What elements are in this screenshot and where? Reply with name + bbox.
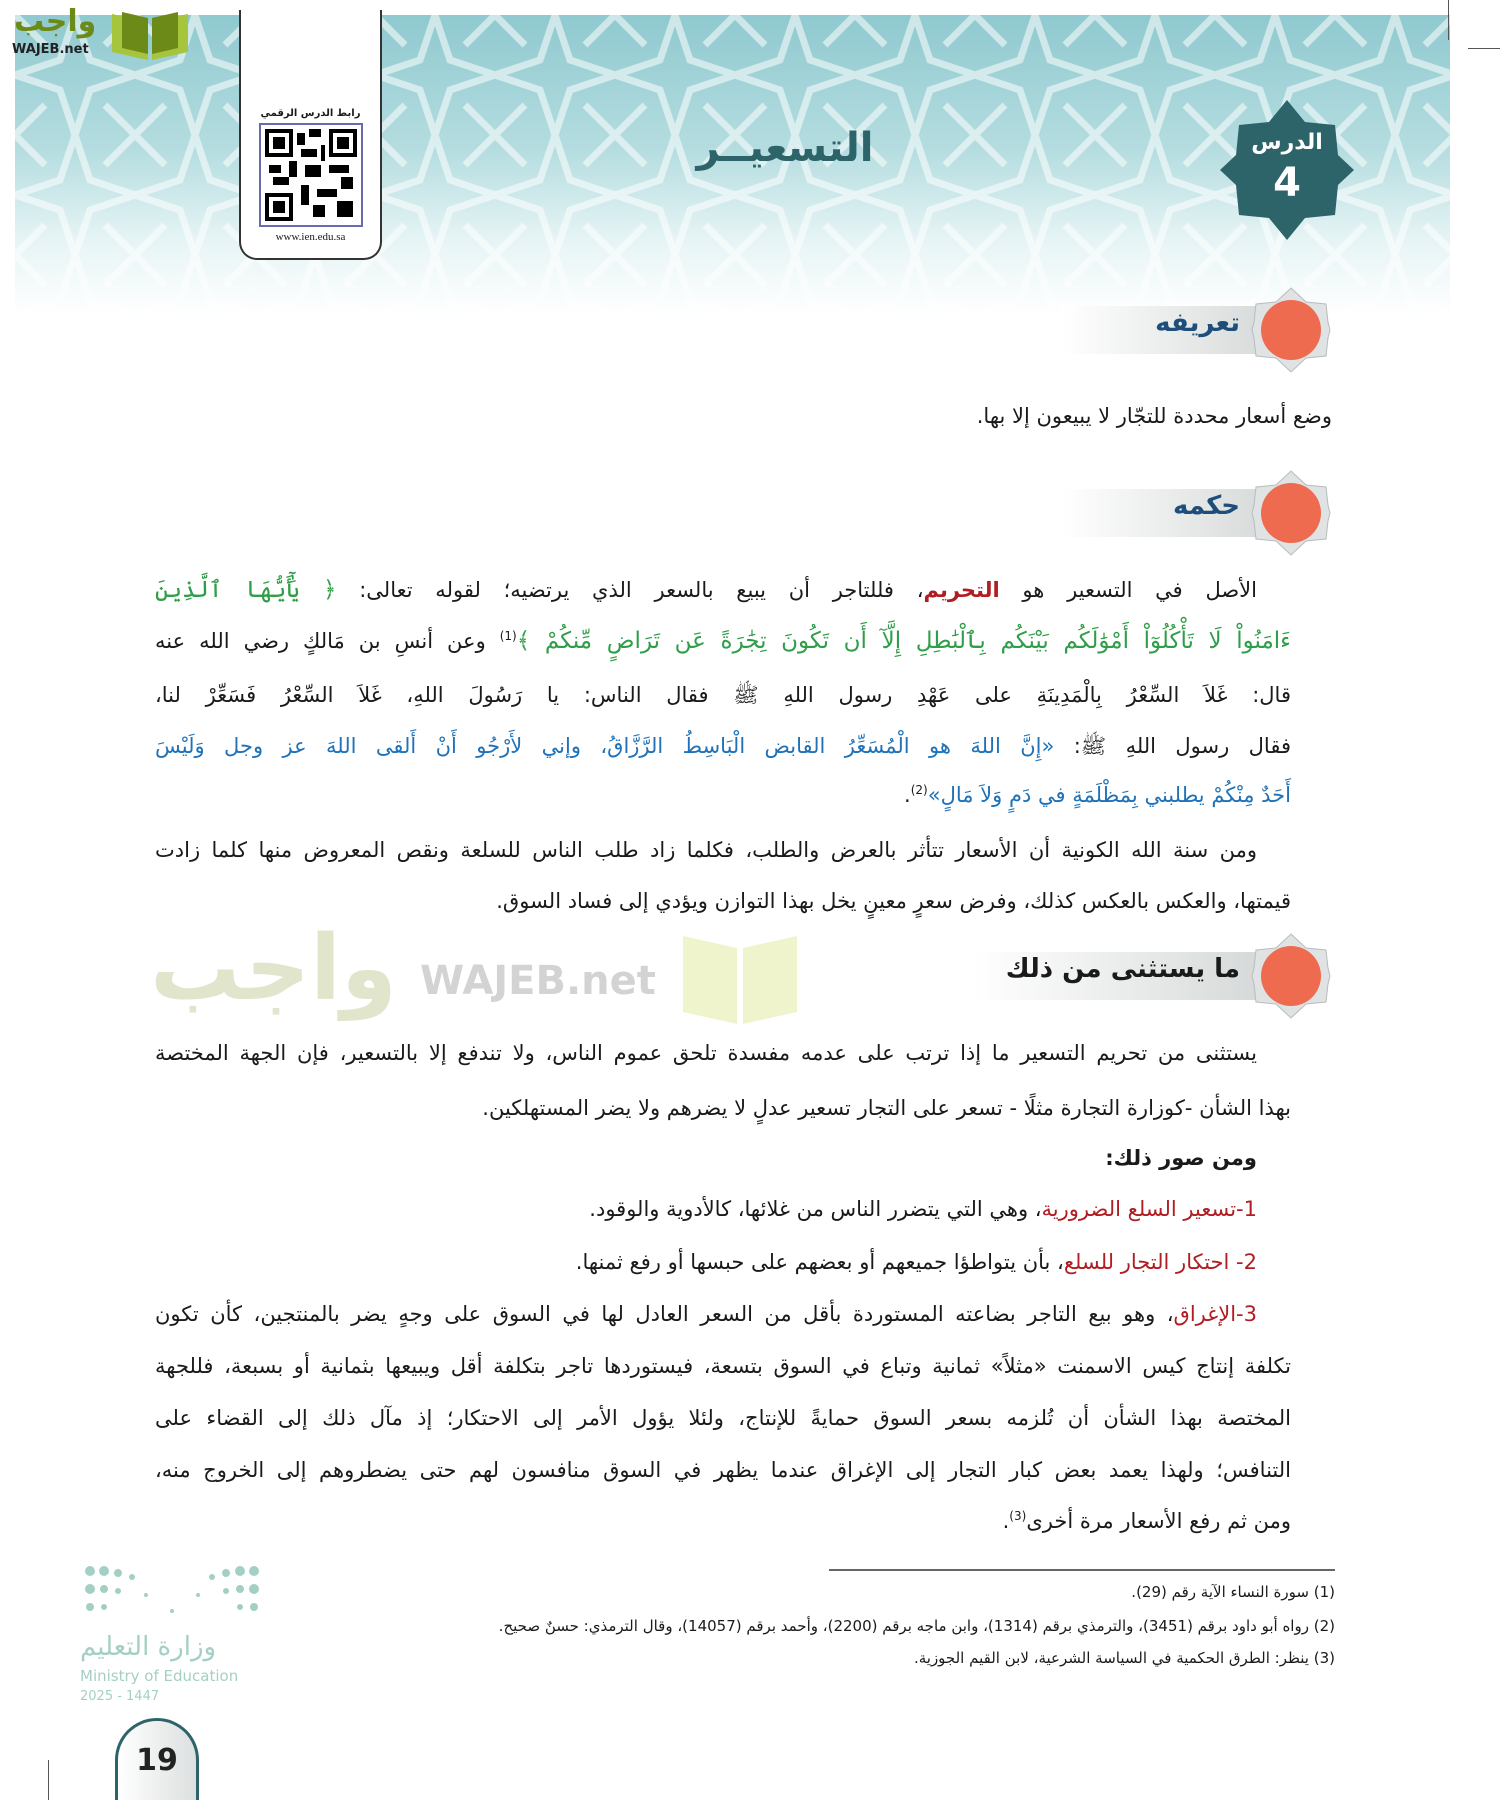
example-item-2: 2- احتكار التجار للسلع، بأن يتواطؤا جميعهم أو بعضهم على حبسها أو رفع ثمنها.	[575, 1250, 1257, 1274]
page-number-arch	[115, 1718, 199, 1800]
ruling-line-5: أَحَدٌ مِنْكُمْ يطلبني بِمَظْلَمَةٍ في دَمٍ وَلاَ مَالٍ»$^{(2)}$.	[904, 783, 1291, 807]
definition-text: وضع أسعار محددة للتجّار لا يبيعون إلا بها.	[976, 404, 1332, 428]
footnote-1: (1) سورة النساء الآية رقم (29).	[1131, 1583, 1335, 1601]
examples-heading: ومن صور ذلك:	[1105, 1146, 1257, 1170]
ruling-line-4: فقال رسول اللهِ ﷺ: «إِنَّ اللهَ هو الْمُسَعِّرُ القابض الْبَاسِطُ الرَّزَّاقُ، وإني لأَرْجُو أَنْ أَلقى اللهَ عز وجل وَلَيْسَ	[155, 734, 1291, 758]
ministry-dots-icon	[80, 1561, 264, 1621]
crop-mark	[1448, 0, 1449, 40]
lesson-title: التسعيــر	[696, 125, 874, 171]
qr-code[interactable]	[259, 123, 363, 227]
octagram-icon	[1250, 469, 1332, 557]
exceptions-line-2: بهذا الشأن -كوزارة التجارة مثلًا - تسعر على التجار تسعير عدلٍ لا يضرهم ولا يضر المستهلكين.	[482, 1096, 1291, 1120]
ruling-line-2: ءَامَنُواْ لَا تَأْكُلُوٓاْ أَمْوَٰلَكُم بَيْنَكُم بِٱلْبَٰطِلِ إِلَّآ أَن تَكُونَ تِجَٰرَةً عَن تَرَاضٍ مِّنكُمْ ﴾$^{(1)}$ وعن أنسِ بن مَالكٍ رضي الله عنه	[155, 628, 1291, 654]
watermark: واجب WAJEB.net	[150, 922, 930, 1032]
page-number: 19	[136, 1743, 178, 1778]
book-icon	[680, 924, 800, 1028]
qr-url[interactable]: www.ien.edu.sa	[275, 231, 346, 243]
example-item-3-cont-1: تكلفة إنتاج كيس الاسمنت «مثلاً» ثمانية وتباع في السوق بتسعة، فيستوردها تاجر بتكلفة أقل ويبيعها بثمانية أو بسبعة، فللجهة	[155, 1354, 1291, 1378]
example-item-3-cont-2: المختصة بهذا الشأن أن تُلزمه بسعر السوق حمايةً للإنتاج، ولئلا يؤول الأمر إلى الاحتكار؛ إذ مآل ذلك إلى القضاء على	[155, 1406, 1291, 1430]
exceptions-line-1: يستثنى من تحريم التسعير ما إذا ترتب على عدمه مفسدة تلحق عموم الناس، ولا تندفع إلا بالتسعير، فإن الجهة المختصة	[155, 1041, 1257, 1065]
example-item-1: 1-تسعير السلع الضرورية، وهي التي يتضرر الناس من غلائها، كالأدوية والوقود.	[589, 1197, 1257, 1221]
ruling-para2-line-1: ومن سنة الله الكونية أن الأسعار تتأثر بالعرض والطلب، فكلما زاد طلب الناس للسلعة ونقص المعروض منها كلما زادت	[155, 838, 1257, 862]
crop-mark	[1468, 48, 1500, 49]
book-icon	[108, 4, 192, 62]
ruling-para2-line-2: قيمتها، والعكس بالعكس كذلك، وفرض سعرٍ معينٍ يخل بهذا التوازن ويؤدي إلى فساد السوق.	[496, 889, 1291, 913]
example-item-3: 3-الإغراق، وهو بيع التاجر بضاعته المستوردة بأقل من السعر العادل لها في السوق على وجهٍ يضر بالمنتجين، كأن تكون	[155, 1302, 1257, 1326]
footnote-divider	[829, 1569, 1335, 1571]
footnote-2: (2) رواه أبو داود برقم (3451)، والترمذي برقم (1314)، وابن ماجه برقم (2200)، وأحمد برقم (14057)، وقال الترمذي: حسنٌ صحيح.	[498, 1617, 1335, 1635]
section-header-exceptions: ما يستثنى من ذلك	[962, 940, 1332, 1012]
ruling-line-1: الأصل في التسعير هو التحريم، فللتاجر أن يبيع بالسعر الذي يرتضيه؛ لقوله تعالى: ﴿ يَٰٓأَيُّهَا ٱلَّذِينَ	[155, 577, 1257, 603]
example-item-3-cont-3: التنافس؛ ولهذا يعمد بعض كبار التجار إلى الإغراق عندما يظهر في السوق منافسون لهم حتى يضطروهم إلى الخروج منه،	[155, 1458, 1291, 1482]
digital-lesson-qr-card[interactable]	[239, 10, 382, 260]
qr-label: رابط الدرس الرقمي	[260, 108, 361, 119]
lesson-badge: الدرس 4	[1220, 100, 1354, 240]
crop-mark	[48, 1760, 49, 1800]
footnote-3: (3) ينظر: الطرق الحكمية في السياسة الشرعية، لابن القيم الجوزية.	[913, 1649, 1335, 1667]
wajeb-logo[interactable]: واجب WAJEB.net	[6, 0, 191, 63]
octagram-icon	[1250, 286, 1332, 374]
octagram-icon	[1250, 932, 1332, 1020]
ministry-logo: وزارة التعليم Ministry of Education 2025 - 1447	[80, 1561, 270, 1726]
ruling-line-3: قال: غَلاَ السِّعْرُ بِالْمَدِينَةِ على عَهْدِ رسول اللهِ ﷺ فقال الناس: يا رَسُولَ اللهِ، غَلاَ السِّعْرُ فَسَعِّرْ لنا،	[155, 683, 1291, 707]
section-header-ruling: حكمه	[1072, 477, 1332, 549]
example-item-3-cont-4: ومن ثم رفع الأسعار مرة أخرى$^{(3)}$.	[1002, 1509, 1291, 1533]
section-header-definition: تعريفه	[1072, 294, 1332, 366]
